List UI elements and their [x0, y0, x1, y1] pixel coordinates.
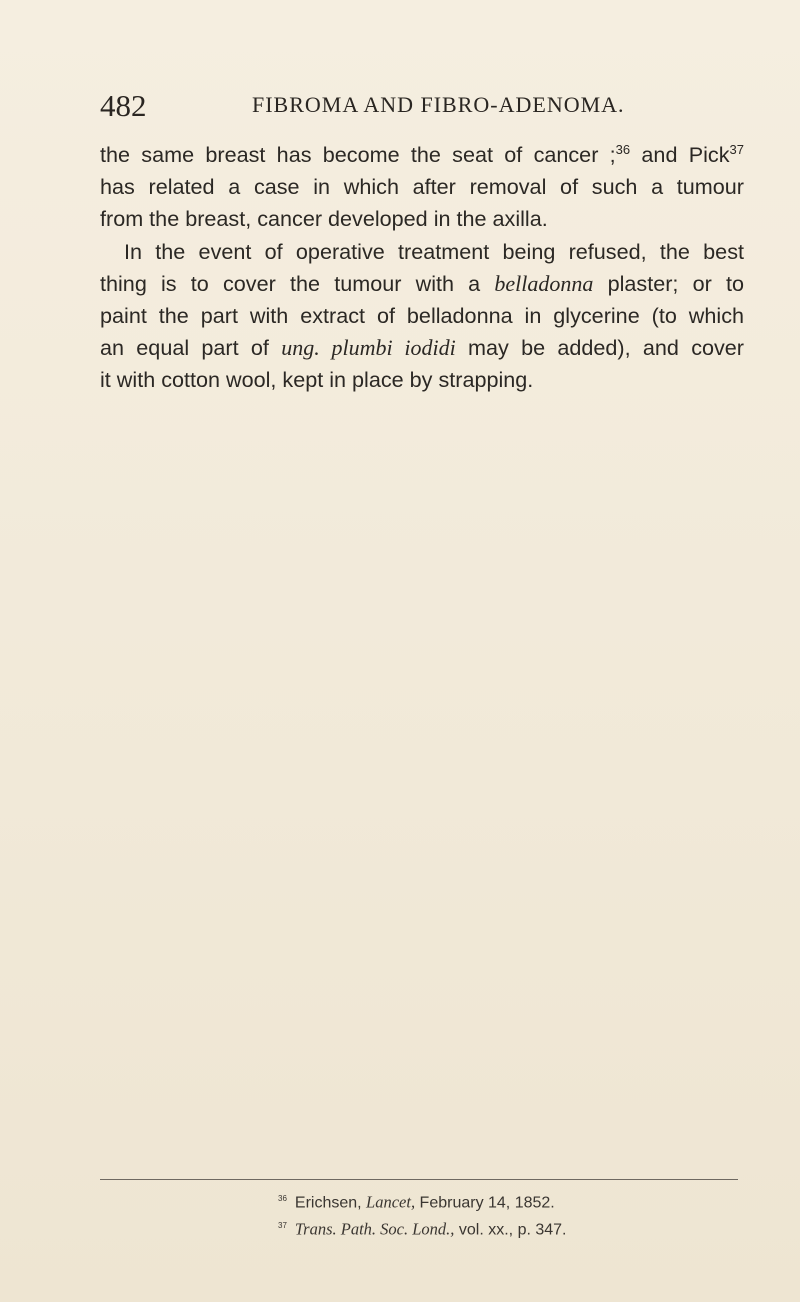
footnote: $^{36}$ Erichsen, Lancet, February 14, 1852. — [278, 1192, 555, 1212]
text-line: it with cotton wool, kept in place by strapping. — [100, 367, 534, 393]
text-line: paint the part with extract of belladonna in glycerine (to which — [100, 303, 744, 329]
footnote-mark: 37 — [278, 1221, 287, 1231]
text-line: from the breast, cancer developed in the axilla. — [100, 206, 548, 232]
text-line: has related a case in which after removal of such a tumour — [100, 174, 744, 200]
italic-term: ung. plumbi iodidi — [281, 335, 456, 361]
citation-title: Lancet, — [366, 1192, 416, 1212]
citation-title: Trans. Path. Soc. Lond., — [294, 1219, 455, 1239]
footnote-divider — [100, 1179, 738, 1180]
body-paragraphs — [100, 139, 744, 397]
page-header — [100, 88, 740, 128]
text-line: the same breast has become the seat of cancer ;$^{36}$ and Pick$^{37}$ — [100, 141, 744, 167]
footnote: $^{37}$ Trans. Path. Soc. Lond., vol. xx., p. 347. — [278, 1219, 567, 1239]
text-line: thing is to cover the tumour with a belladonna plaster; or to — [100, 270, 744, 296]
footnote-mark: 36 — [278, 1194, 287, 1203]
running-head: FIBROMA AND FIBRO-ADENOMA. — [252, 92, 625, 117]
text-line: an equal part of ung. plumbi iodidi may be added), and cover — [100, 335, 744, 361]
footnote-ref: 36 — [615, 141, 631, 157]
italic-term: belladonna — [494, 270, 594, 296]
footnotes — [278, 1187, 567, 1242]
footnote-ref: 37 — [729, 141, 744, 157]
page-number: 482 — [100, 88, 147, 123]
text-line: In the event of operative treatment being refused, the best — [124, 238, 744, 264]
